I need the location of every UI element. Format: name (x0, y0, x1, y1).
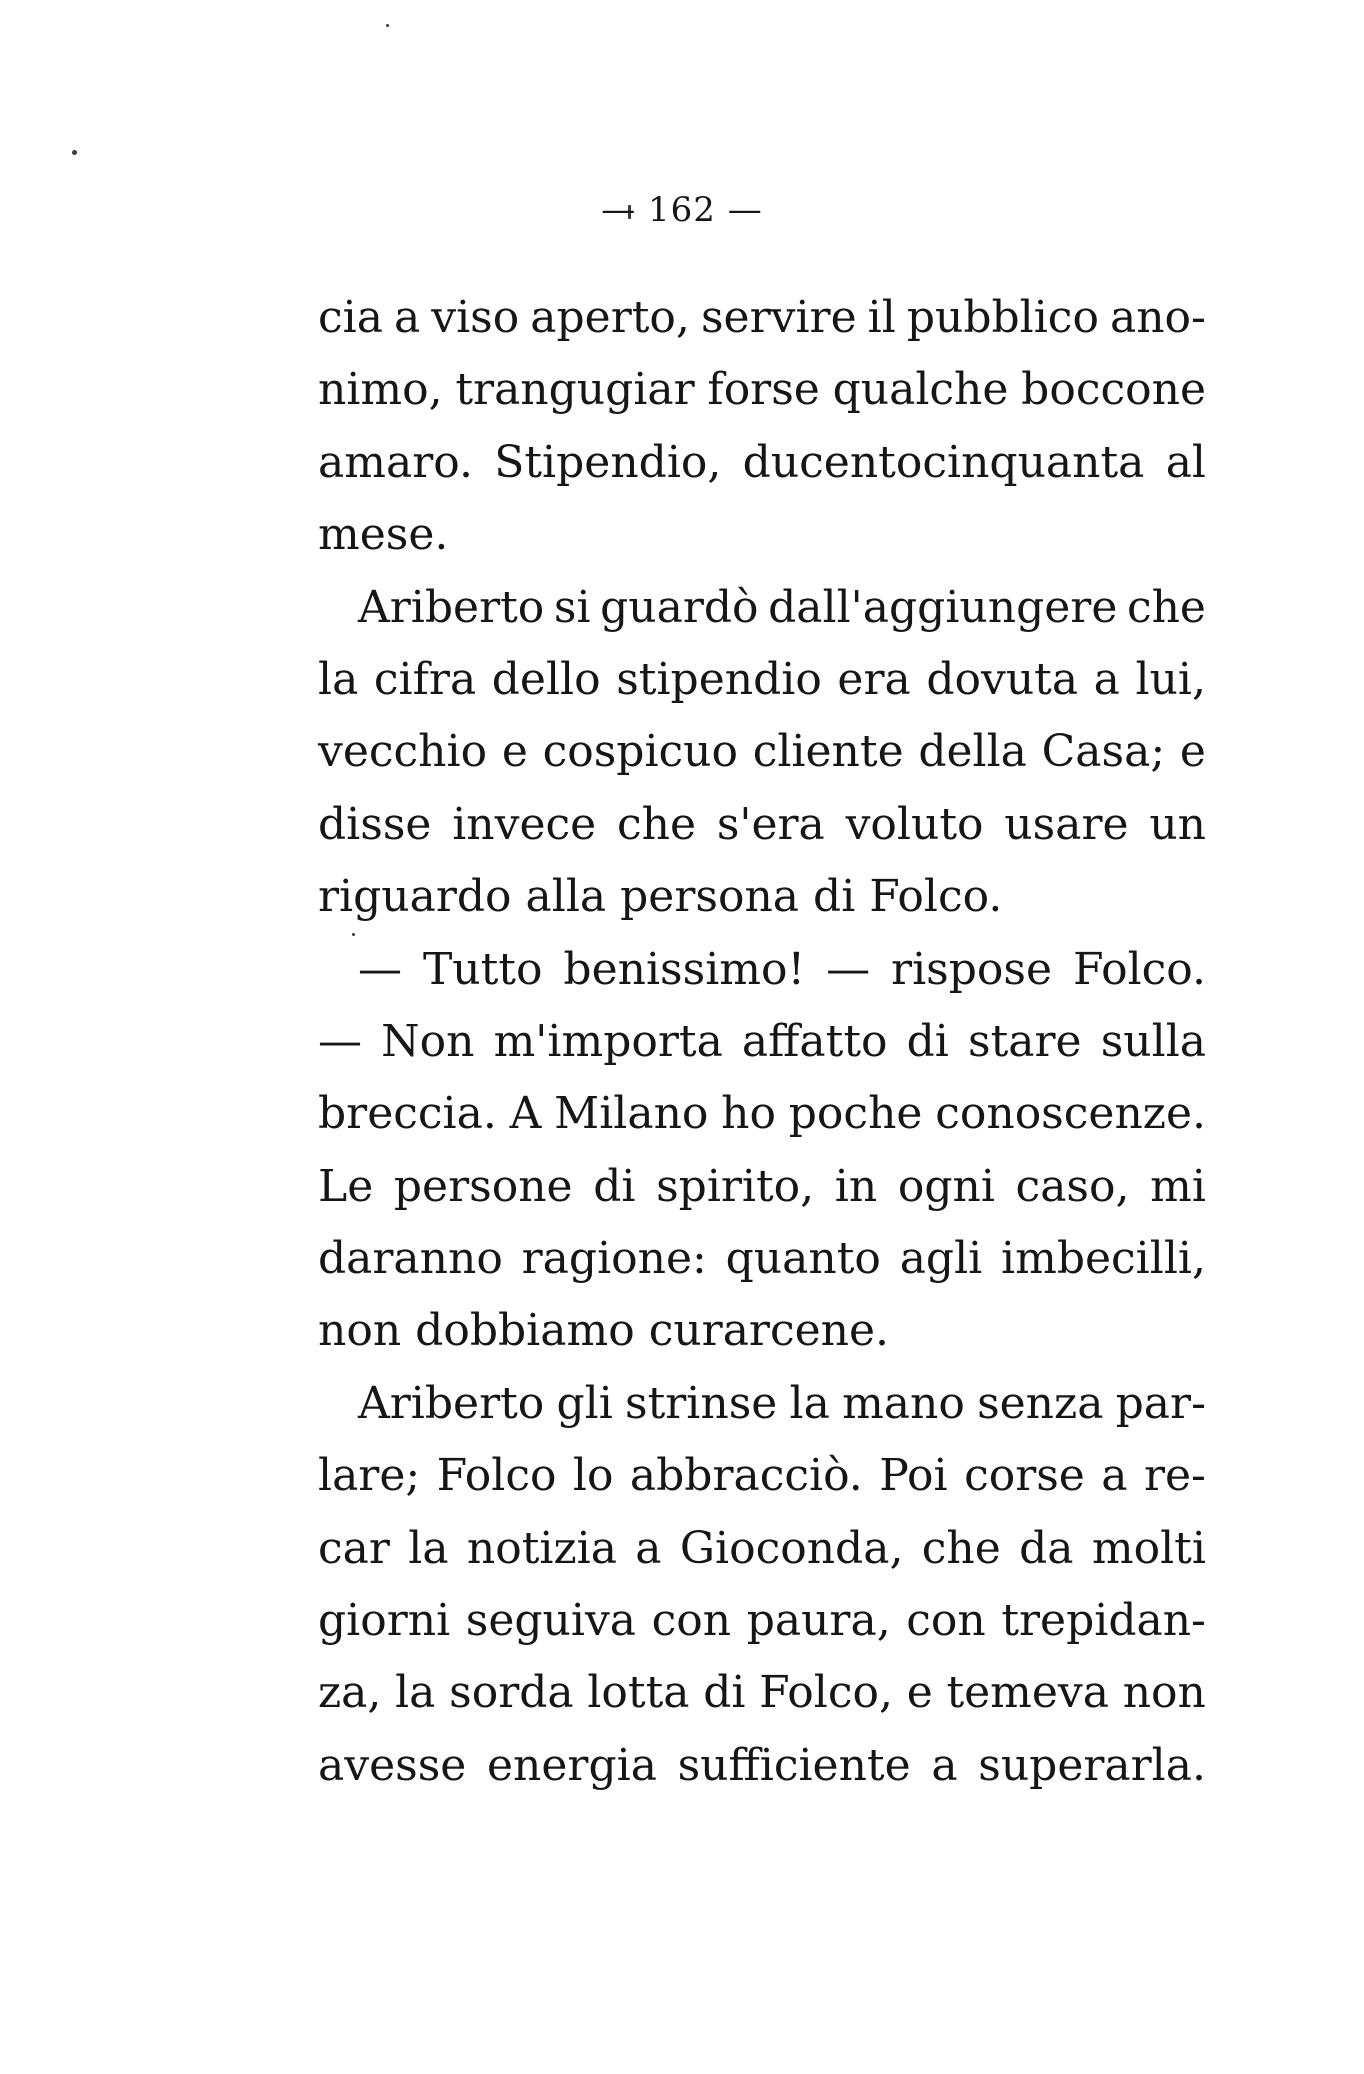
word: mese. (318, 509, 449, 561)
text-line (318, 861, 1206, 933)
word: che (617, 798, 697, 850)
word: ragione: (521, 1233, 707, 1285)
word: nimo, (318, 364, 443, 416)
body-text (318, 282, 1206, 1802)
word: trangugiar (455, 364, 695, 416)
word: boccone (1021, 364, 1206, 416)
word: la (408, 1522, 449, 1574)
word: curarcene. (648, 1305, 890, 1357)
word: Poi (879, 1450, 948, 1502)
word: — (826, 943, 871, 995)
word: forse (707, 364, 820, 416)
word: seguiva (465, 1595, 637, 1647)
word: temeva (946, 1667, 1110, 1719)
word: lotta (587, 1667, 690, 1719)
word: affatto (741, 1015, 888, 1067)
word: un (1149, 798, 1206, 850)
word: non (1122, 1667, 1206, 1719)
word: mano (842, 1377, 965, 1429)
word: era (837, 653, 911, 705)
word: servire (700, 292, 857, 343)
word: breccia. (318, 1088, 497, 1140)
word: di (593, 1160, 636, 1212)
word: m'importa (493, 1015, 723, 1067)
word: vecchio (318, 726, 488, 778)
text-line (318, 427, 1206, 499)
word: cospicuo (542, 726, 738, 778)
word: — (318, 1015, 362, 1067)
word: A (509, 1088, 542, 1140)
word: abbracciò. (629, 1450, 863, 1502)
word: a (635, 1522, 662, 1574)
word: riguardo (318, 871, 512, 923)
text-line (318, 1151, 1206, 1223)
word: amaro. (318, 436, 473, 488)
word: agli (899, 1233, 983, 1285)
word: dello (491, 653, 601, 705)
word: a (931, 1739, 958, 1791)
word: dobbiamo (415, 1305, 635, 1357)
word: aperto, (530, 292, 690, 343)
word: con (906, 1595, 986, 1647)
word: ano- (1109, 292, 1206, 343)
word: che (1126, 581, 1206, 633)
word: cia (318, 292, 383, 343)
word: invece (452, 798, 597, 850)
word: Le (318, 1160, 374, 1212)
word: Milano (554, 1088, 709, 1140)
text-line (318, 1513, 1206, 1585)
text-line (318, 1006, 1206, 1078)
word: Stipendio, (494, 436, 722, 488)
word: Folco (436, 1450, 557, 1502)
text-line (318, 499, 1206, 571)
word: che (921, 1522, 1001, 1574)
word: benissimo! (563, 943, 806, 995)
word: lare; (318, 1450, 421, 1502)
word: avesse (318, 1739, 467, 1791)
word: a (393, 292, 421, 343)
word: daranno (318, 1233, 503, 1285)
word: ogni (897, 1160, 995, 1212)
word: conoscenze. (935, 1088, 1206, 1140)
word: za, (318, 1667, 382, 1719)
word: strinse (625, 1377, 778, 1429)
word: usare (1004, 798, 1129, 850)
word: car (318, 1522, 390, 1574)
text-line (318, 1078, 1206, 1150)
text-line (318, 354, 1206, 426)
word: s'era (716, 798, 825, 850)
word: al (1165, 436, 1206, 488)
word: Ariberto (358, 581, 545, 633)
word: sorda (449, 1667, 574, 1719)
word: notizia (466, 1522, 617, 1574)
word: ducentocinquanta (742, 436, 1145, 488)
word: disse (318, 798, 432, 850)
word: la (789, 1377, 830, 1429)
word: di (813, 871, 856, 923)
word: persona (620, 871, 800, 923)
word: di (906, 1015, 949, 1067)
word: stipendio (616, 653, 822, 705)
word: rispose (891, 943, 1053, 995)
word: a (1101, 1450, 1128, 1502)
word: Non (381, 1015, 475, 1067)
word: superarla. (978, 1739, 1206, 1791)
word: par- (1115, 1377, 1206, 1429)
text-line (318, 644, 1206, 716)
word: gli (556, 1377, 613, 1429)
word: Folco. (1072, 943, 1206, 995)
text-line (318, 716, 1206, 788)
word: persone (393, 1160, 573, 1212)
word: trepidan- (1001, 1595, 1206, 1647)
word: ho (721, 1088, 776, 1140)
word: re- (1143, 1450, 1206, 1502)
paper-speck (72, 150, 77, 155)
text-line (318, 1368, 1206, 1440)
text-line (318, 572, 1206, 644)
word: viso (431, 292, 520, 343)
page-number: — 162 — (601, 190, 763, 230)
text-line (318, 1440, 1206, 1512)
word: sufficiente (677, 1739, 911, 1791)
word: la (318, 653, 359, 705)
word: qualche (832, 364, 1009, 416)
word: Gioconda, (679, 1522, 904, 1574)
word: di (703, 1667, 746, 1719)
text-line (318, 1295, 1206, 1367)
word: il (867, 292, 896, 343)
text-line (318, 1223, 1206, 1295)
word: quanto (725, 1233, 881, 1285)
word: e (1179, 726, 1206, 778)
word: mi (1150, 1160, 1206, 1212)
word: sulla (1100, 1015, 1206, 1067)
word: voluto (845, 798, 984, 850)
word: Folco, (759, 1667, 893, 1719)
word: lo (572, 1450, 614, 1502)
word: della (918, 726, 1027, 778)
word: la (395, 1667, 436, 1719)
word: guardò (600, 581, 759, 633)
word: dall'aggiungere (768, 581, 1118, 633)
text-line (318, 934, 1206, 1006)
word: Folco. (869, 871, 1003, 923)
word: imbecilli, (1001, 1233, 1206, 1285)
word: da (1019, 1522, 1074, 1574)
word: energia (487, 1739, 657, 1791)
word: — (358, 943, 402, 995)
word: lui, (1135, 653, 1206, 705)
text-line (318, 1585, 1206, 1657)
text-line (318, 282, 1206, 354)
word: giorni (318, 1595, 451, 1647)
word: pubblico (906, 292, 1099, 343)
word: Ariberto (358, 1377, 545, 1429)
word: corse (964, 1450, 1085, 1502)
word: cifra (373, 653, 477, 705)
text-line (318, 789, 1206, 861)
word: cliente (752, 726, 904, 778)
paper-speck (386, 24, 389, 27)
word: e (501, 726, 528, 778)
word: Tutto (422, 943, 543, 995)
text-line (318, 1657, 1206, 1729)
word: a (1093, 653, 1120, 705)
word: Casa; (1041, 726, 1166, 778)
word: senza (977, 1377, 1104, 1429)
word: spirito, (656, 1160, 815, 1212)
word: molti (1091, 1522, 1206, 1574)
word: paura, (746, 1595, 891, 1647)
word: e (906, 1667, 933, 1719)
text-line (318, 1730, 1206, 1802)
word: stare (968, 1015, 1082, 1067)
word: si (553, 581, 591, 633)
word: con (651, 1595, 732, 1647)
word: non (318, 1305, 402, 1357)
word: alla (525, 871, 607, 923)
word: dovuta (926, 653, 1079, 705)
word: in (834, 1160, 878, 1212)
word: caso, (1015, 1160, 1130, 1212)
word: poche (788, 1088, 923, 1140)
